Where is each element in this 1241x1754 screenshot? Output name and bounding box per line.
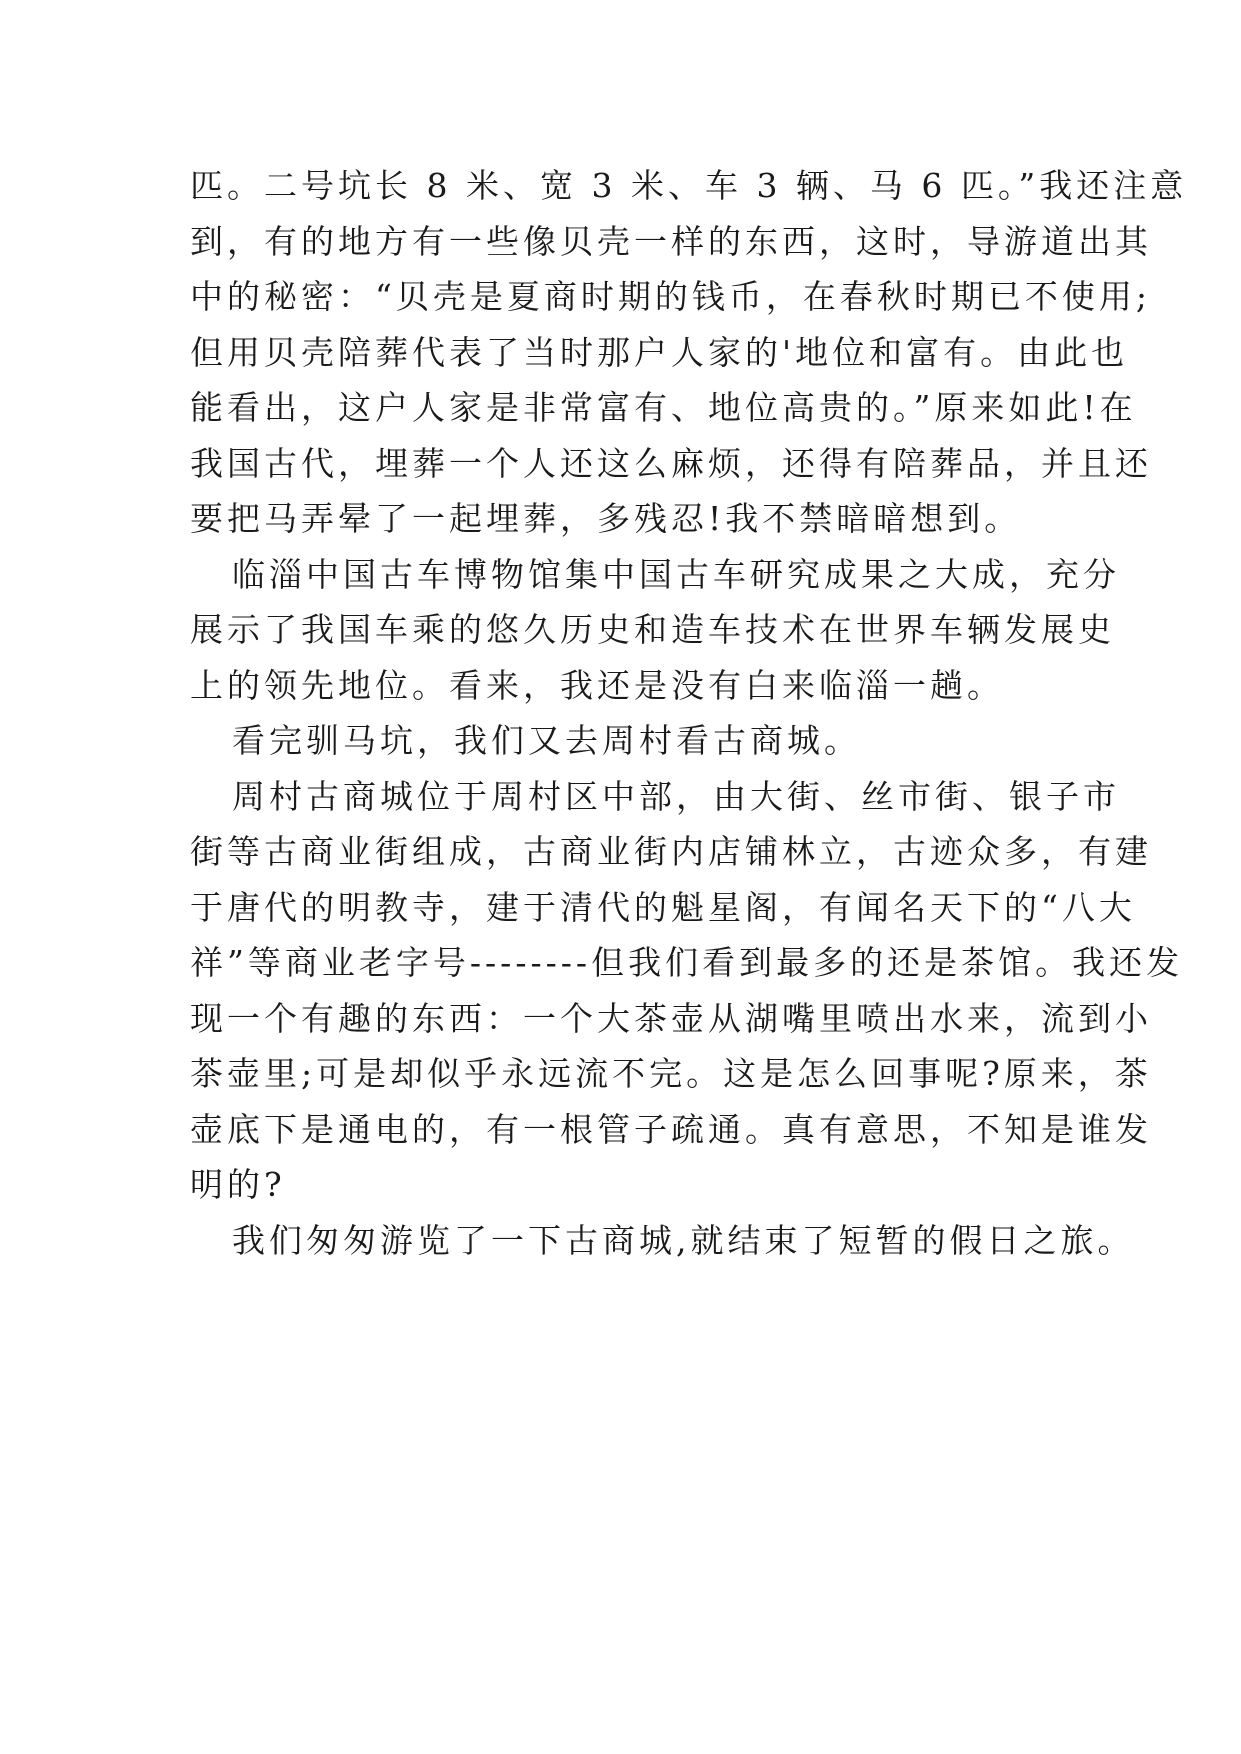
text-line: 要把马弄晕了一起埋葬，多残忍!我不禁暗暗想到。 [190,499,1022,538]
text-line: 中的秘密：“贝壳是夏商时期的钱币，在春秋时期已不使用; [190,277,1151,316]
body-text [190,158,1188,1268]
text-line: 祥”等商业老字号--------但我们看到最多的还是茶馆。我还发 [190,943,1184,982]
text-line: 但用贝壳陪葬代表了当时那户人家的'地位和富有。由此也 [190,332,1129,372]
text-line: 匹。二号坑长 8 米、宽 3 米、车 3 辆、马 6 匹。”我还注意 [190,166,1188,205]
text-line: 茶壶里;可是却似乎永远流不完。这是怎么回事呢?原来，茶 [190,1054,1152,1093]
paragraph-start-line: 周村古商城位于周村区中部，由大街、丝市街、银子市 [232,776,1120,816]
text-line: 现一个有趣的东西：一个大茶壶从湖嘴里喷出水来，流到小 [190,998,1152,1038]
text-line: 展示了我国车乘的悠久历史和造车技术在世界车辆发展史 [190,610,1115,649]
text-line: 壶底下是通电的，有一根管子疏通。真有意思，不知是谁发 [190,1109,1152,1149]
paragraph-start-line: 我们匆匆游览了一下古商城,就结束了短暂的假日之旅。 [232,1220,1135,1260]
paragraph-start-line: 看完驯马坑，我们又去周村看古商城。 [232,721,861,760]
text-line: 我国古代，埋葬一个人还这么麻烦，还得有陪葬品，并且还 [190,443,1152,483]
text-line: 明的? [190,1165,286,1204]
text-line: 能看出，这户人家是非常富有、地位高贵的。”原来如此!在 [190,388,1137,427]
text-line: 上的领先地位。看来，我还是没有白来临淄一趟。 [190,665,1004,705]
text-line: 到，有的地方有一些像贝壳一样的东西，这时，导游道出其 [190,221,1152,261]
paragraph-start-line: 临淄中国古车博物馆集中国古车研究成果之大成，充分 [232,554,1120,594]
text-line: 街等古商业街组成，古商业街内店铺林立，古迹众多，有建 [190,832,1152,871]
text-line: 于唐代的明教寺，建于清代的魁星阁，有闻名天下的“八大 [190,887,1136,927]
